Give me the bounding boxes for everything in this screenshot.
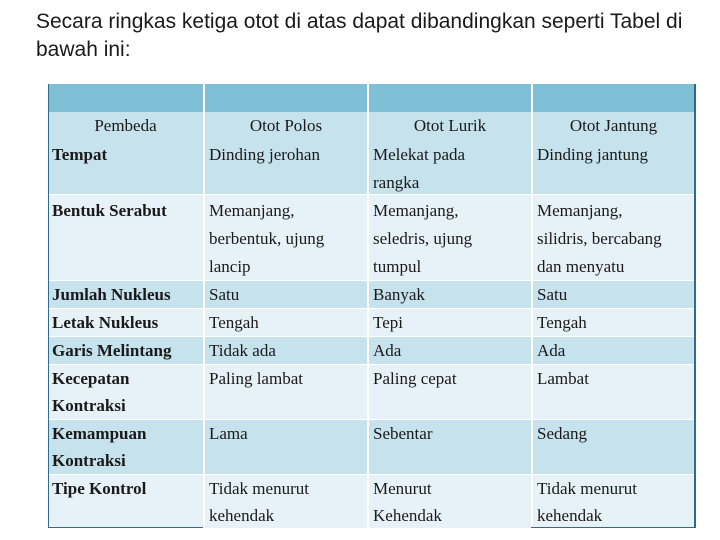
header-pembeda: Pembeda: [94, 116, 157, 135]
cell-jantung-tipe-line2: kehendak: [537, 506, 603, 525]
cell-lurik-tempat-line2: rangka: [373, 173, 420, 192]
cell-polos-tempat: Dinding jerohan: [209, 145, 320, 164]
row-label-kecepatan-line1: Kecepatan: [52, 369, 130, 388]
cell-polos-tipe-line1: Tidak menurut: [209, 479, 309, 498]
row-label-tipe-kontrol: Tipe Kontrol: [52, 479, 147, 498]
row-label-letak-nukleus: Letak Nukleus: [52, 313, 159, 332]
row-label-bentuk-serabut: Bentuk Serabut: [52, 201, 167, 220]
header-otot-lurik: Otot Lurik: [413, 116, 487, 135]
cell-jantung-jumlah: Satu: [537, 285, 568, 304]
row-label-kemampuan-line1: Kemampuan: [52, 424, 147, 443]
cell-jantung-bentuk-line1: Memanjang,: [537, 201, 623, 220]
cell-polos-kemampuan: Lama: [209, 424, 248, 443]
cell-lurik-tipe-line2: Kehendak: [373, 506, 442, 525]
header-otot-jantung: Otot Jantung: [569, 116, 658, 135]
cell-lurik-letak: Tepi: [373, 313, 403, 332]
cell-jantung-bentuk-line2: silidris, bercabang: [537, 229, 662, 248]
row-band-kecepatan: [48, 364, 696, 419]
row-divider: [48, 194, 696, 195]
slide-title: Secara ringkas ketiga otot di atas dapat dibandingkan seperti Tabel di bawah ini:: [36, 10, 683, 61]
cell-jantung-garis: Ada: [537, 341, 566, 360]
cell-polos-bentuk-line1: Memanjang,: [209, 201, 295, 220]
cell-lurik-tempat-line1: Melekat pada: [373, 145, 466, 164]
cell-lurik-tipe-line1: Menurut: [373, 479, 432, 498]
cell-jantung-tempat: Dinding jantung: [537, 145, 648, 164]
row-label-kemampuan-line2: Kontraksi: [52, 451, 126, 470]
cell-polos-garis: Tidak ada: [209, 341, 276, 360]
cell-polos-letak: Tengah: [209, 313, 259, 332]
row-label-kecepatan-line2: Kontraksi: [52, 396, 126, 415]
comparison-table: [48, 84, 696, 528]
cell-lurik-jumlah: Banyak: [373, 285, 425, 304]
header-band: [48, 84, 696, 112]
cell-lurik-garis: Ada: [373, 341, 402, 360]
cell-lurik-bentuk-line3: tumpul: [373, 257, 422, 276]
cell-lurik-kemampuan: Sebentar: [373, 424, 433, 443]
row-label-jumlah-nukleus: Jumlah Nukleus: [52, 285, 171, 304]
column-divider: [531, 84, 533, 528]
row-label-tempat: Tempat: [52, 145, 108, 164]
cell-lurik-bentuk-line1: Memanjang,: [373, 201, 459, 220]
table-bottom-border: [48, 527, 203, 528]
header-otot-polos: Otot Polos: [249, 116, 323, 135]
row-label-garis-melintang: Garis Melintang: [52, 341, 172, 360]
cell-polos-tipe-line2: kehendak: [209, 506, 275, 525]
cell-polos-jumlah: Satu: [209, 285, 240, 304]
cell-jantung-kecepatan: Lambat: [537, 369, 589, 388]
cell-jantung-letak: Tengah: [537, 313, 587, 332]
cell-lurik-bentuk-line2: seledris, ujung: [373, 229, 473, 248]
cell-lurik-kecepatan: Paling cepat: [373, 369, 457, 388]
cell-jantung-kemampuan: Sedang: [537, 424, 588, 443]
cell-polos-bentuk-line2: berbentuk, ujung: [209, 229, 325, 248]
table-right-border: [694, 84, 696, 528]
cell-jantung-bentuk-line3: dan menyatu: [537, 257, 625, 276]
cell-polos-kecepatan: Paling lambat: [209, 369, 303, 388]
column-divider: [203, 84, 205, 528]
cell-polos-bentuk-line3: lancip: [209, 257, 251, 276]
table-left-border: [48, 84, 49, 528]
column-divider: [367, 84, 369, 528]
cell-jantung-tipe-line1: Tidak menurut: [537, 479, 637, 498]
